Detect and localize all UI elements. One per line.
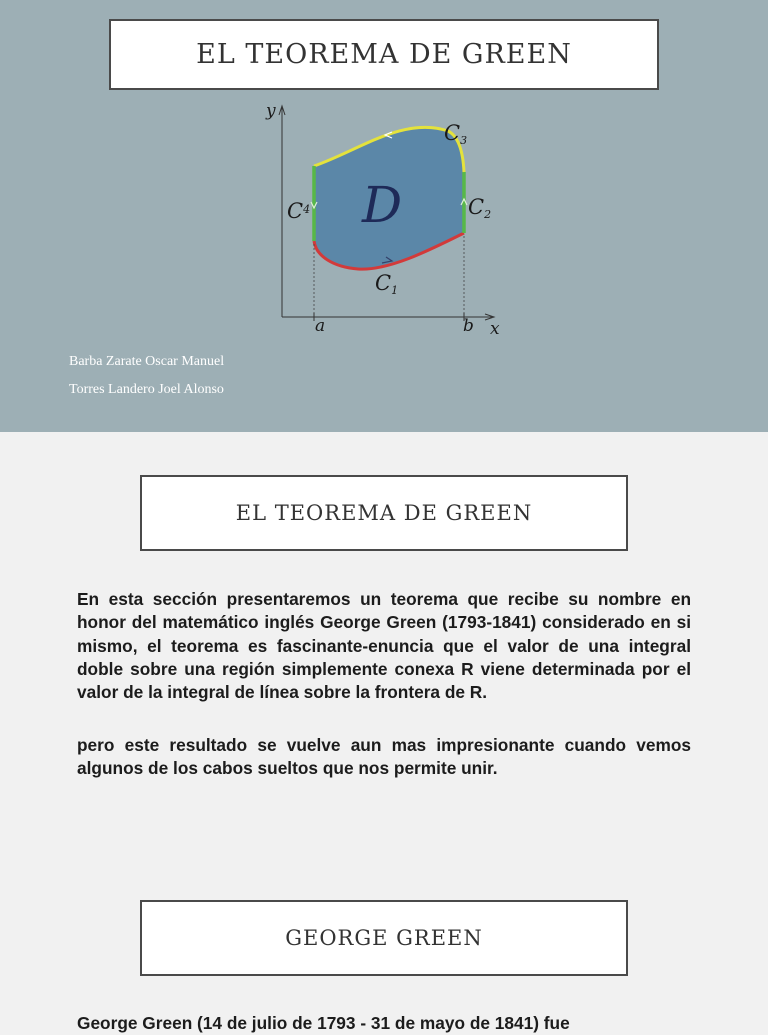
c1-label: C1 [375,271,399,297]
tick-a-label: a [315,316,326,336]
region-d-label: D [362,176,403,234]
c2-label: C2 [468,195,492,221]
title-slide [0,0,768,432]
author-name: Barba Zarate Oscar Manuel [69,354,225,369]
x-axis-label: x [490,319,500,339]
green-theorem-diagram [258,96,508,341]
body-paragraph-partial: George Green (14 de julio de 1793 - 31 de mayo de 1841) fue [77,1013,570,1033]
author-name: Torres Landero Joel Alonso [69,382,224,397]
section-title: EL TEOREMA DE GREEN [140,475,628,551]
tick-b-label: b [463,316,474,336]
c4-label: $C^4$ [287,199,311,223]
section-title: GEORGE GREEN [140,900,628,976]
y-axis-label: y [266,101,276,121]
slide-title: EL TEOREMA DE GREEN [109,19,659,90]
c3-label: C3 [444,121,468,147]
body-paragraph: pero este resultado se vuelve aun mas impresionante cuando vemos algunos de los cabos sueltos que nos permite unir. [77,735,691,779]
body-paragraph: En esta sección presentaremos un teorema que recibe su nombre en honor del matemático inglés George Green (1793-1841) considerado en si mismo, el teorema es fascinante-enuncia que el valor de una integral doble sobre una región simplemente conexa R viene determinada por el valor de la integral de línea sobre la frontera de R. [77,589,691,703]
